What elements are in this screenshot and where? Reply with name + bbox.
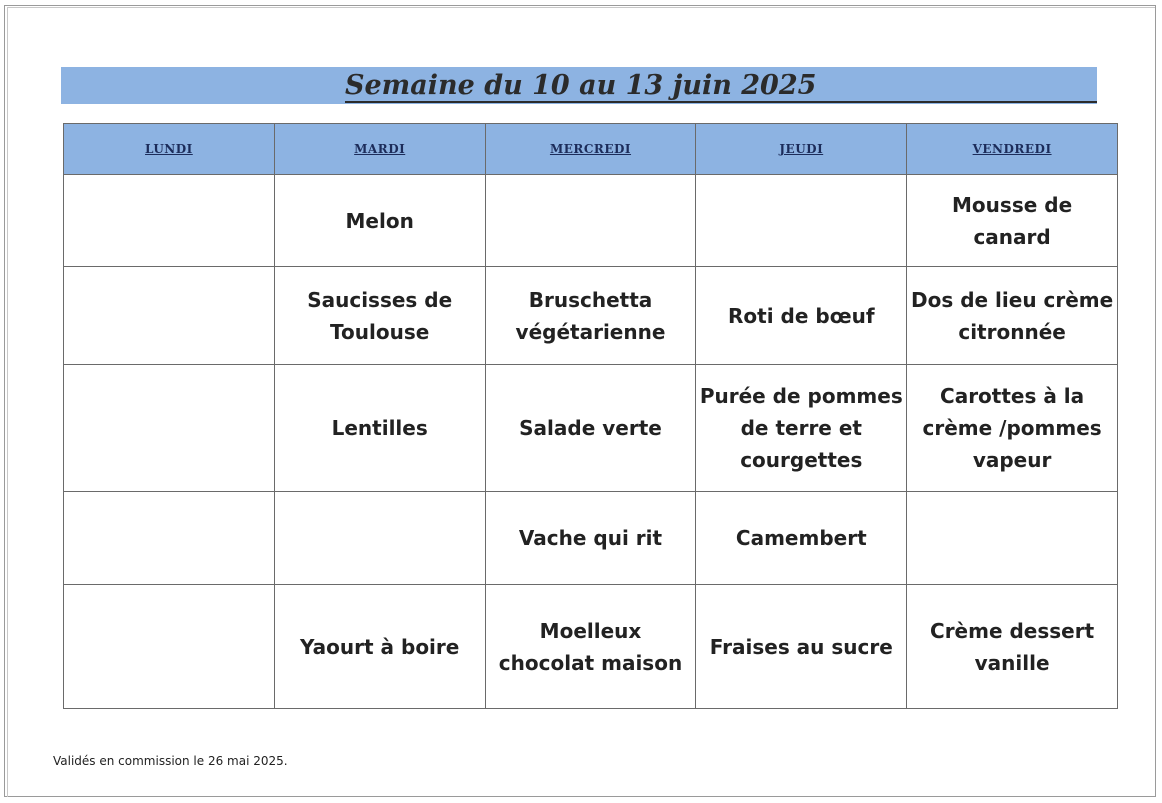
menu-cell [64,585,275,709]
menu-cell: Camembert [696,492,907,585]
menu-cell: Purée de pommes de terre et courgettes [696,365,907,492]
page-title: Semaine du 10 au 13 juin 2025 [345,70,817,101]
menu-cell [64,365,275,492]
day-header-mercredi: MERCREDI [485,124,696,175]
menu-cell: Crème dessert vanille [907,585,1118,709]
menu-cell: Lentilles [274,365,485,492]
menu-cell: Saucisses de Toulouse [274,267,485,365]
menu-table [63,123,1118,709]
table-row [64,267,1118,365]
menu-cell [64,175,275,267]
menu-cell [64,267,275,365]
menu-cell [274,492,485,585]
header-row [64,124,1118,175]
menu-cell: Dos de lieu crème citronnée [907,267,1118,365]
menu-cell: Yaourt à boire [274,585,485,709]
table-row [64,585,1118,709]
menu-cell: Roti de bœuf [696,267,907,365]
table-row [64,175,1118,267]
menu-cell: Moelleux chocolat maison [485,585,696,709]
day-header-mardi: MARDI [274,124,485,175]
validation-note: Validés en commission le 26 mai 2025. [53,754,288,768]
day-header-jeudi: JEUDI [696,124,907,175]
menu-cell [696,175,907,267]
menu-cell: Salade verte [485,365,696,492]
menu-cell: Carottes à la crème /pommes vapeur [907,365,1118,492]
menu-cell: Vache qui rit [485,492,696,585]
menu-cell: Bruschetta végétarienne [485,267,696,365]
menu-cell [64,492,275,585]
menu-cell [485,175,696,267]
day-header-vendredi: VENDREDI [907,124,1118,175]
menu-cell: Melon [274,175,485,267]
table-row [64,365,1118,492]
table-row [64,492,1118,585]
menu-cell: Mousse de canard [907,175,1118,267]
menu-cell [907,492,1118,585]
day-header-lundi: LUNDI [64,124,275,175]
menu-cell: Fraises au sucre [696,585,907,709]
title-underline [345,101,1097,103]
